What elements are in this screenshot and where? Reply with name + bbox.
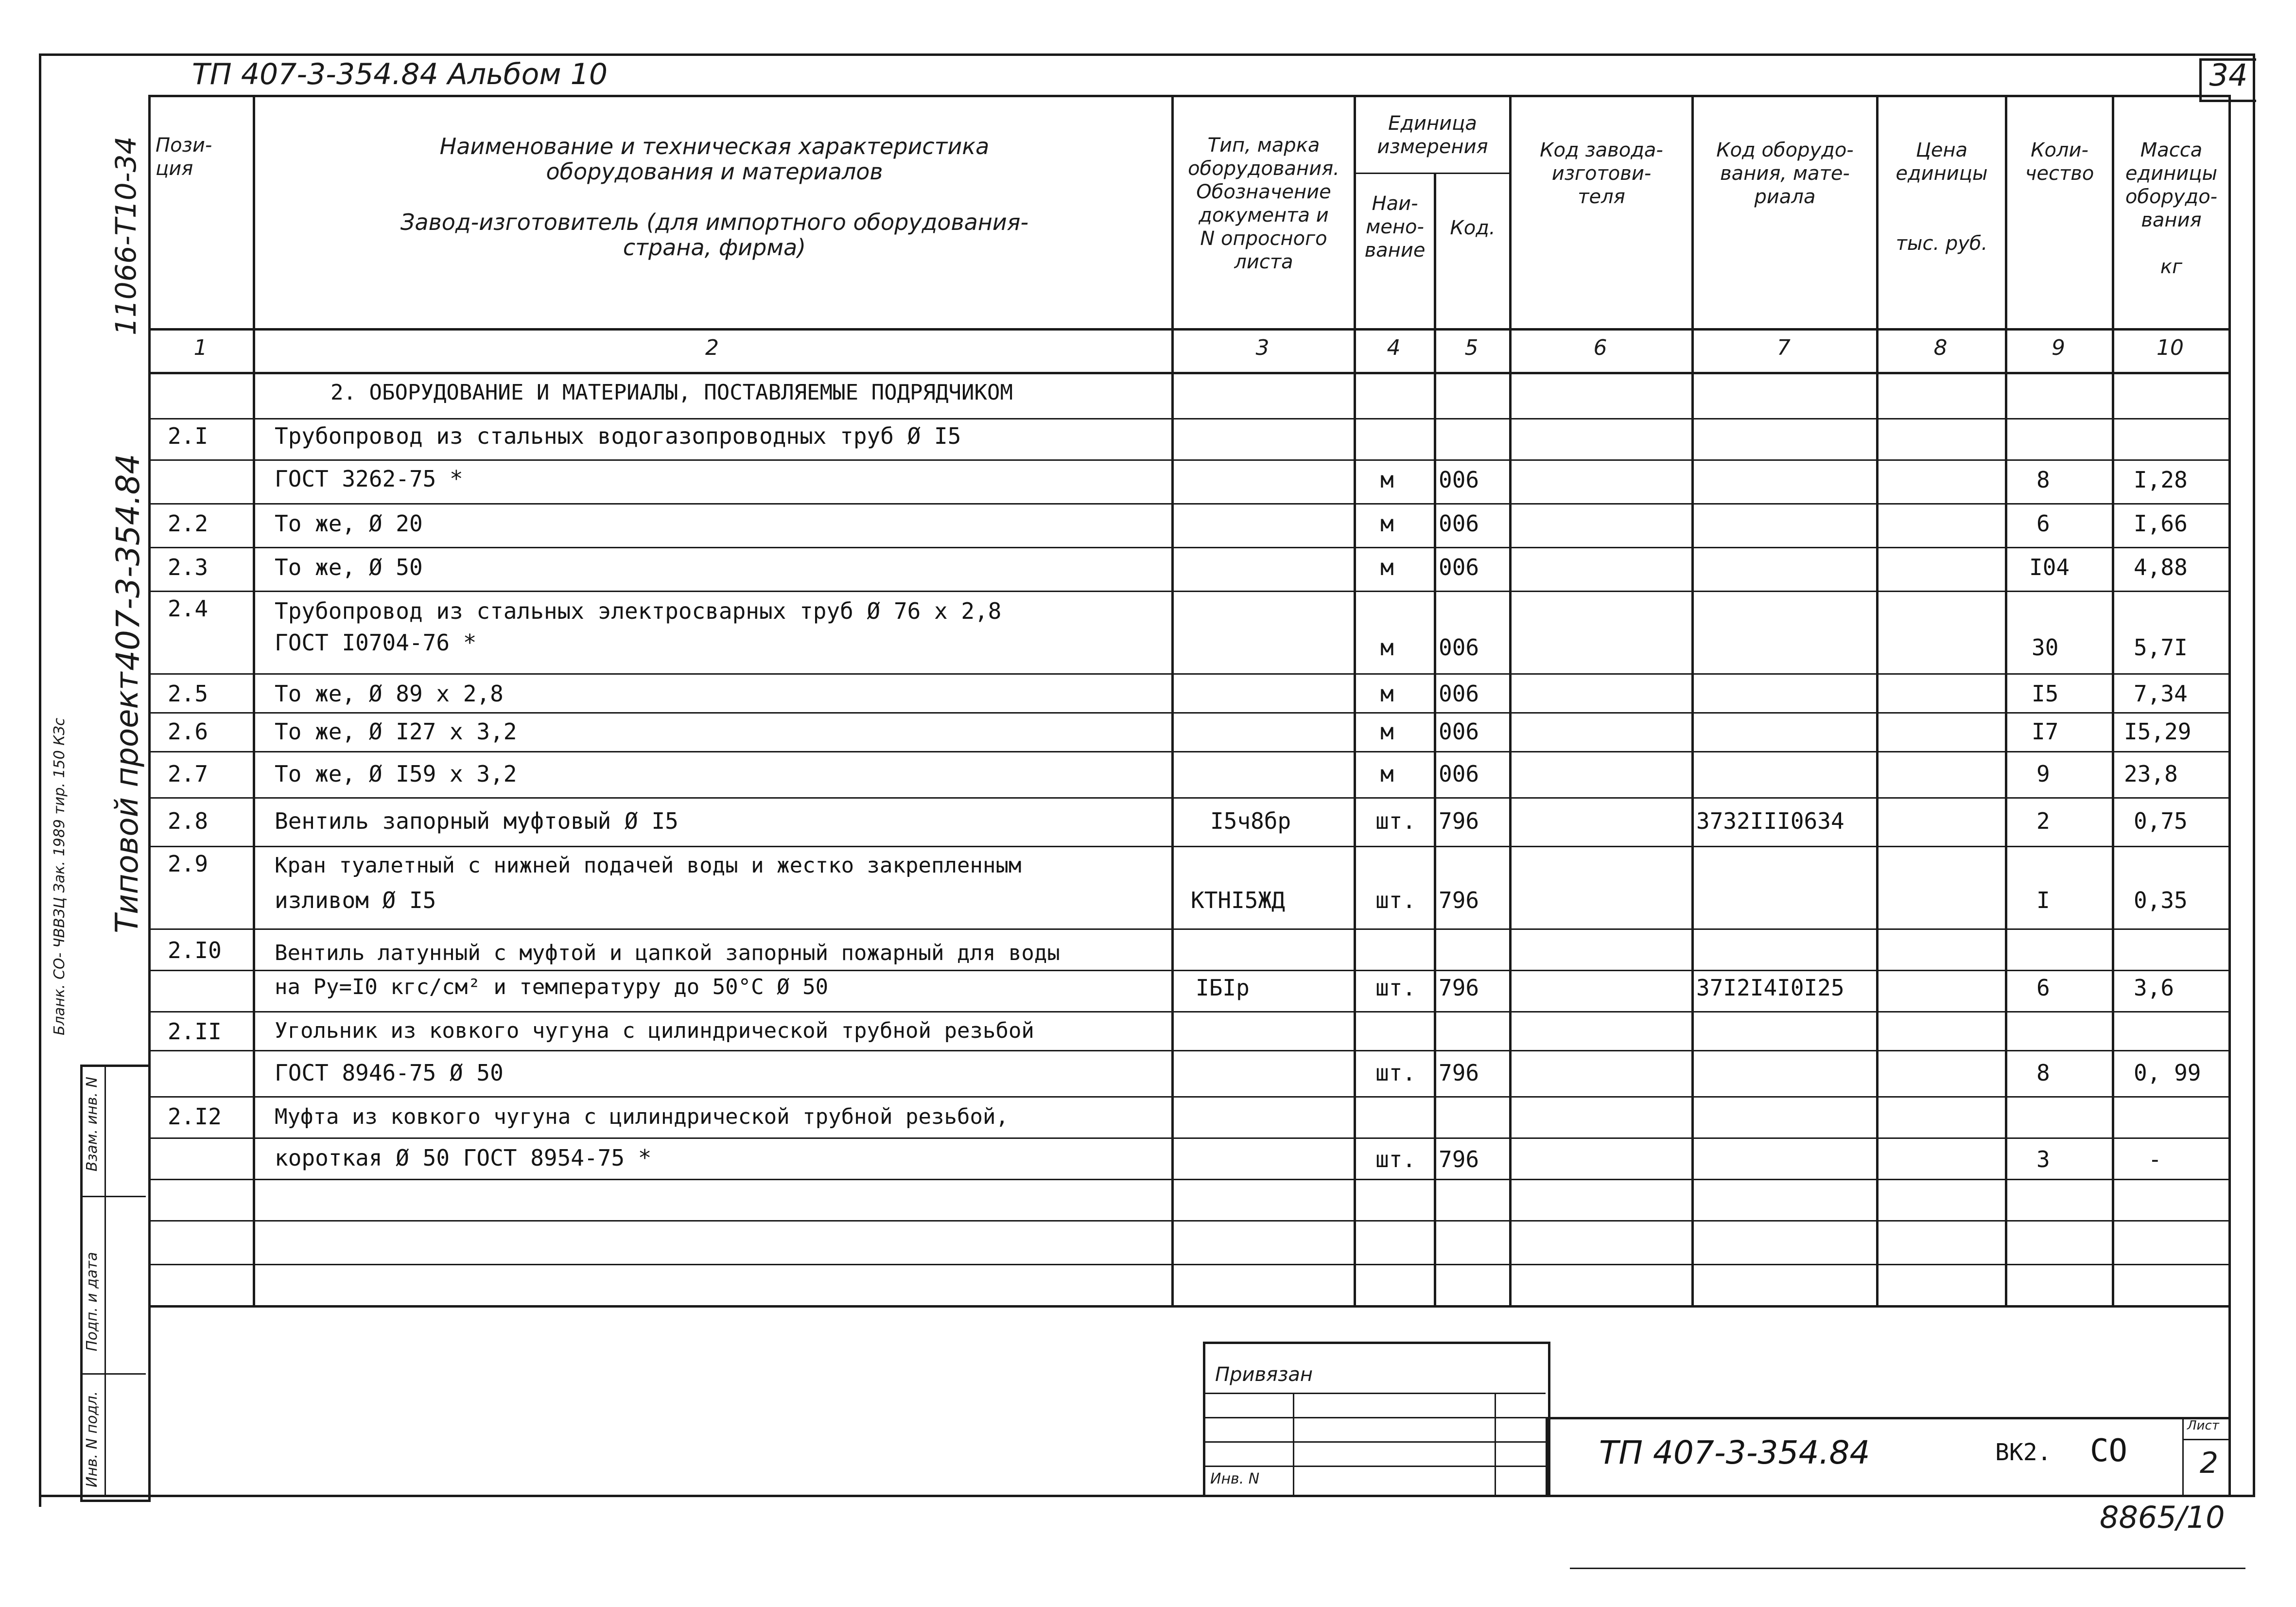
col-divider-7 — [1876, 95, 1879, 1305]
row-code: 796 — [1439, 887, 1479, 913]
table-top-line — [148, 95, 2231, 97]
frame-top-line — [39, 53, 2255, 56]
row-type: КТНI5ЖД — [1191, 887, 1285, 913]
col-divider-5 — [1509, 95, 1512, 1305]
linked-label: Привязан — [1215, 1363, 1313, 1386]
row-position: 2.4 — [168, 595, 209, 622]
stamp-sign-date: Подп. и дата — [84, 1252, 101, 1351]
column-number: 9 — [2052, 335, 2065, 360]
header-unit-group: Единица измерения — [1377, 112, 1488, 158]
row-quantity: 8 — [2036, 1060, 2050, 1086]
row-code: 006 — [1439, 510, 1479, 537]
column-number: 10 — [2157, 335, 2184, 360]
row-position: 2.I — [168, 423, 209, 449]
col-divider-3 — [1354, 95, 1356, 1305]
row-quantity: I7 — [2032, 718, 2059, 745]
row-line — [148, 418, 2231, 419]
row-quantity: 8 — [2036, 467, 2050, 493]
row-position: 2.3 — [168, 554, 209, 580]
row-type: IБIр — [1196, 975, 1250, 1001]
bottom-underline — [1570, 1568, 2245, 1569]
header-unit-name: Наи- мено- вание — [1364, 192, 1426, 262]
row-line — [148, 547, 2231, 548]
margin-project-number: 407-3-354.84 — [109, 454, 147, 671]
row-line — [148, 1220, 2231, 1222]
row-code: 796 — [1439, 1060, 1479, 1086]
row-line — [148, 1264, 2231, 1265]
row-name: изливом Ø I5 — [275, 887, 436, 913]
row-name: Вентиль латунный с муфтой и цапкой запорный пожарный для воды — [275, 941, 1060, 965]
margin-code: 11066-Т10-34 — [109, 136, 142, 335]
section-title: 2. ОБОРУДОВАНИЕ И МАТЕРИАЛЫ, ПОСТАВЛЯЕМЫЕ ПОДРЯДЧИКОМ — [330, 380, 1013, 405]
doc-mark: СО — [2090, 1433, 2128, 1469]
title-block-top-line — [1546, 1417, 2231, 1419]
header-bottom-line — [148, 328, 2231, 331]
row-code: 796 — [1439, 808, 1479, 834]
header-unit-code: Код. — [1450, 217, 1496, 239]
row-line — [148, 928, 2231, 930]
row-mass: - — [2148, 1146, 2162, 1172]
row-name: Трубопровод из стальных электросварных труб Ø 76 х 2,8 — [275, 598, 1002, 624]
col-divider-2 — [1171, 95, 1174, 1305]
row-name: Трубопровод из стальных водогазопроводных труб Ø I5 — [275, 423, 961, 449]
row-name: То же, Ø 89 х 2,8 — [275, 681, 504, 707]
row-name: Угольник из ковкого чугуна с цилиндрической трубной резьбой — [275, 1018, 1034, 1043]
row-material-code: 3732III0634 — [1696, 808, 1844, 834]
row-mass: 0, 99 — [2134, 1060, 2201, 1086]
row-name: короткая Ø 50 ГОСТ 8954-75 * — [275, 1145, 652, 1171]
row-mass: I5,29 — [2124, 718, 2192, 745]
row-unit: м — [1380, 510, 1394, 537]
row-mass: 0,75 — [2134, 808, 2188, 834]
row-unit: шт. — [1375, 975, 1416, 1001]
row-mass: 3,6 — [2134, 975, 2174, 1001]
linked-inv-label: Инв. N — [1210, 1470, 1260, 1487]
column-number: 7 — [1777, 335, 1791, 360]
row-code: 006 — [1439, 718, 1479, 745]
row-position: 2.6 — [168, 718, 209, 745]
row-material-code: 37I2I4I0I25 — [1696, 975, 1844, 1001]
margin-print-note: Бланк. СО- ЧВВЗЦ Зак. 1989 тир. 150 КЗс — [51, 717, 68, 1035]
row-code: 796 — [1439, 1146, 1479, 1172]
stamp-row-line — [80, 1373, 146, 1375]
row-unit: м — [1380, 761, 1394, 787]
row-line — [148, 797, 2231, 799]
row-name: То же, Ø 50 — [275, 554, 423, 580]
page-number: 34 — [2209, 57, 2248, 93]
row-quantity: 30 — [2032, 634, 2059, 661]
row-quantity: 3 — [2036, 1146, 2050, 1172]
column-number: 5 — [1464, 335, 1478, 360]
frame-bottom-line — [39, 1495, 2255, 1497]
row-name: Муфта из ковкого чугуна с цилиндрической трубной резьбой, — [275, 1104, 1009, 1129]
row-code: 006 — [1439, 467, 1479, 493]
col-divider-8 — [2005, 95, 2007, 1305]
row-line — [148, 1011, 2231, 1013]
row-name: То же, Ø 20 — [275, 510, 423, 537]
row-position: 2.I0 — [168, 937, 222, 963]
row-code: 006 — [1439, 761, 1479, 787]
row-mass: 23,8 — [2124, 761, 2178, 787]
row-quantity: I04 — [2029, 554, 2070, 580]
stamp-original-inv: Инв. N подл. — [84, 1391, 101, 1487]
margin-project-label: Типовой проект — [109, 672, 145, 933]
row-code: 006 — [1439, 554, 1479, 580]
row-line — [148, 712, 2231, 714]
row-position: 2.8 — [168, 808, 209, 834]
column-number: 3 — [1255, 335, 1270, 360]
row-code: 796 — [1439, 975, 1479, 1001]
row-quantity: 9 — [2036, 761, 2050, 787]
row-name: на Ру=I0 кгс/см² и температуру до 50°С Ø 50 — [275, 975, 829, 999]
row-line — [148, 459, 2231, 461]
album-title: ТП 407-3-354.84 Альбом 10 — [192, 57, 608, 91]
row-mass: 4,88 — [2134, 554, 2188, 580]
row-mass: 7,34 — [2134, 681, 2188, 707]
header-type: Тип, марка оборудования. Обозначение документа и N опросного листа — [1188, 134, 1339, 273]
row-position: 2.7 — [168, 761, 209, 787]
row-unit: шт. — [1375, 1060, 1416, 1086]
row-unit: м — [1380, 554, 1394, 580]
frame-right-line — [2253, 53, 2255, 1497]
row-mass: 5,7I — [2134, 634, 2188, 661]
column-number: 1 — [193, 335, 208, 360]
doc-suffix: ВК2. — [1995, 1439, 2052, 1466]
row-type: I5ч8бр — [1210, 808, 1291, 834]
row-line — [148, 673, 2231, 675]
row-position: 2.5 — [168, 681, 209, 707]
stamp-row-line — [80, 1196, 146, 1197]
row-line — [148, 503, 2231, 505]
row-code: 006 — [1439, 681, 1479, 707]
linked-stamp-divider — [1495, 1393, 1496, 1495]
row-name: ГОСТ I0704-76 * — [275, 629, 477, 656]
row-unit: м — [1380, 634, 1394, 661]
column-number: 2 — [705, 335, 719, 360]
row-unit: м — [1380, 718, 1394, 745]
row-name: То же, Ø I27 х 3,2 — [275, 718, 517, 745]
sheet-cell-left-line — [2182, 1417, 2184, 1495]
row-position: 2.2 — [168, 510, 209, 537]
row-unit: шт. — [1375, 1146, 1416, 1172]
row-line — [148, 1179, 2231, 1180]
row-unit: шт. — [1375, 808, 1416, 834]
row-name: ГОСТ 8946-75 Ø 50 — [275, 1060, 504, 1086]
row-mass: 0,35 — [2134, 887, 2188, 913]
frame-left-line — [39, 53, 41, 1507]
row-line — [148, 751, 2231, 752]
row-name: Кран туалетный с нижней подачей воды и жестко закрепленным — [275, 853, 1022, 878]
stamp-column-divider — [104, 1065, 106, 1497]
header-price: Цена единицы тыс. руб. — [1896, 139, 1988, 255]
numbers-row-bottom-line — [148, 372, 2231, 374]
unit-group-line — [1354, 173, 1509, 174]
row-position: 2.II — [168, 1018, 222, 1045]
row-name: То же, Ø I59 х 3,2 — [275, 761, 517, 787]
table-bottom-line — [148, 1305, 2231, 1308]
header-quantity: Коли- чество — [2025, 139, 2094, 185]
header-mass: Масса единицы оборудо- вания кг — [2125, 139, 2218, 278]
sheet-label: Лист — [2187, 1418, 2219, 1433]
row-line — [148, 1096, 2231, 1098]
order-number: 8865/10 — [2100, 1500, 2225, 1535]
sheet-number: 2 — [2199, 1446, 2219, 1480]
doc-code: ТП 407-3-354.84 — [1599, 1434, 1870, 1471]
row-quantity: 2 — [2036, 808, 2050, 834]
row-mass: I,66 — [2134, 510, 2188, 537]
header-name: Наименование и техническая характеристика оборудования и материалов Завод-изготовитель (для импортного оборудования- страна, фирма) — [400, 133, 1029, 261]
column-number: 4 — [1387, 335, 1401, 360]
sheet-cell-mid-line — [2182, 1439, 2231, 1440]
row-position: 2.I2 — [168, 1103, 222, 1130]
row-position: 2.9 — [168, 851, 209, 877]
table-right-border — [2228, 95, 2231, 1495]
header-material-code: Код оборудо- вания, мате- риала — [1716, 139, 1854, 208]
row-quantity: I — [2036, 887, 2050, 913]
row-quantity: 6 — [2036, 510, 2050, 537]
row-line — [148, 1050, 2231, 1051]
row-mass: I,28 — [2134, 467, 2188, 493]
row-line — [148, 1137, 2231, 1139]
column-number: 8 — [1933, 335, 1948, 360]
row-unit: шт. — [1375, 887, 1416, 913]
row-line — [148, 591, 2231, 592]
row-name: Вентиль запорный муфтовый Ø I5 — [275, 808, 678, 834]
column-number: 6 — [1593, 335, 1607, 360]
row-quantity: I5 — [2032, 681, 2059, 707]
row-quantity: 6 — [2036, 975, 2050, 1001]
row-unit: м — [1380, 681, 1394, 707]
linked-stamp-divider — [1293, 1393, 1294, 1495]
row-line — [148, 970, 2231, 971]
row-line — [148, 846, 2231, 847]
col-divider-6 — [1691, 95, 1694, 1305]
col-divider-1 — [253, 95, 255, 1305]
title-block-left-line — [1546, 1417, 1548, 1495]
header-position: Пози- ция — [156, 134, 212, 180]
header-plant-code: Код заводa- изготови- теля — [1540, 139, 1663, 208]
row-code: 006 — [1439, 634, 1479, 661]
row-name: ГОСТ 3262-75 * — [275, 466, 463, 492]
stamp-replace-inv: Взам. инв. N — [84, 1077, 101, 1171]
row-unit: м — [1380, 467, 1394, 493]
